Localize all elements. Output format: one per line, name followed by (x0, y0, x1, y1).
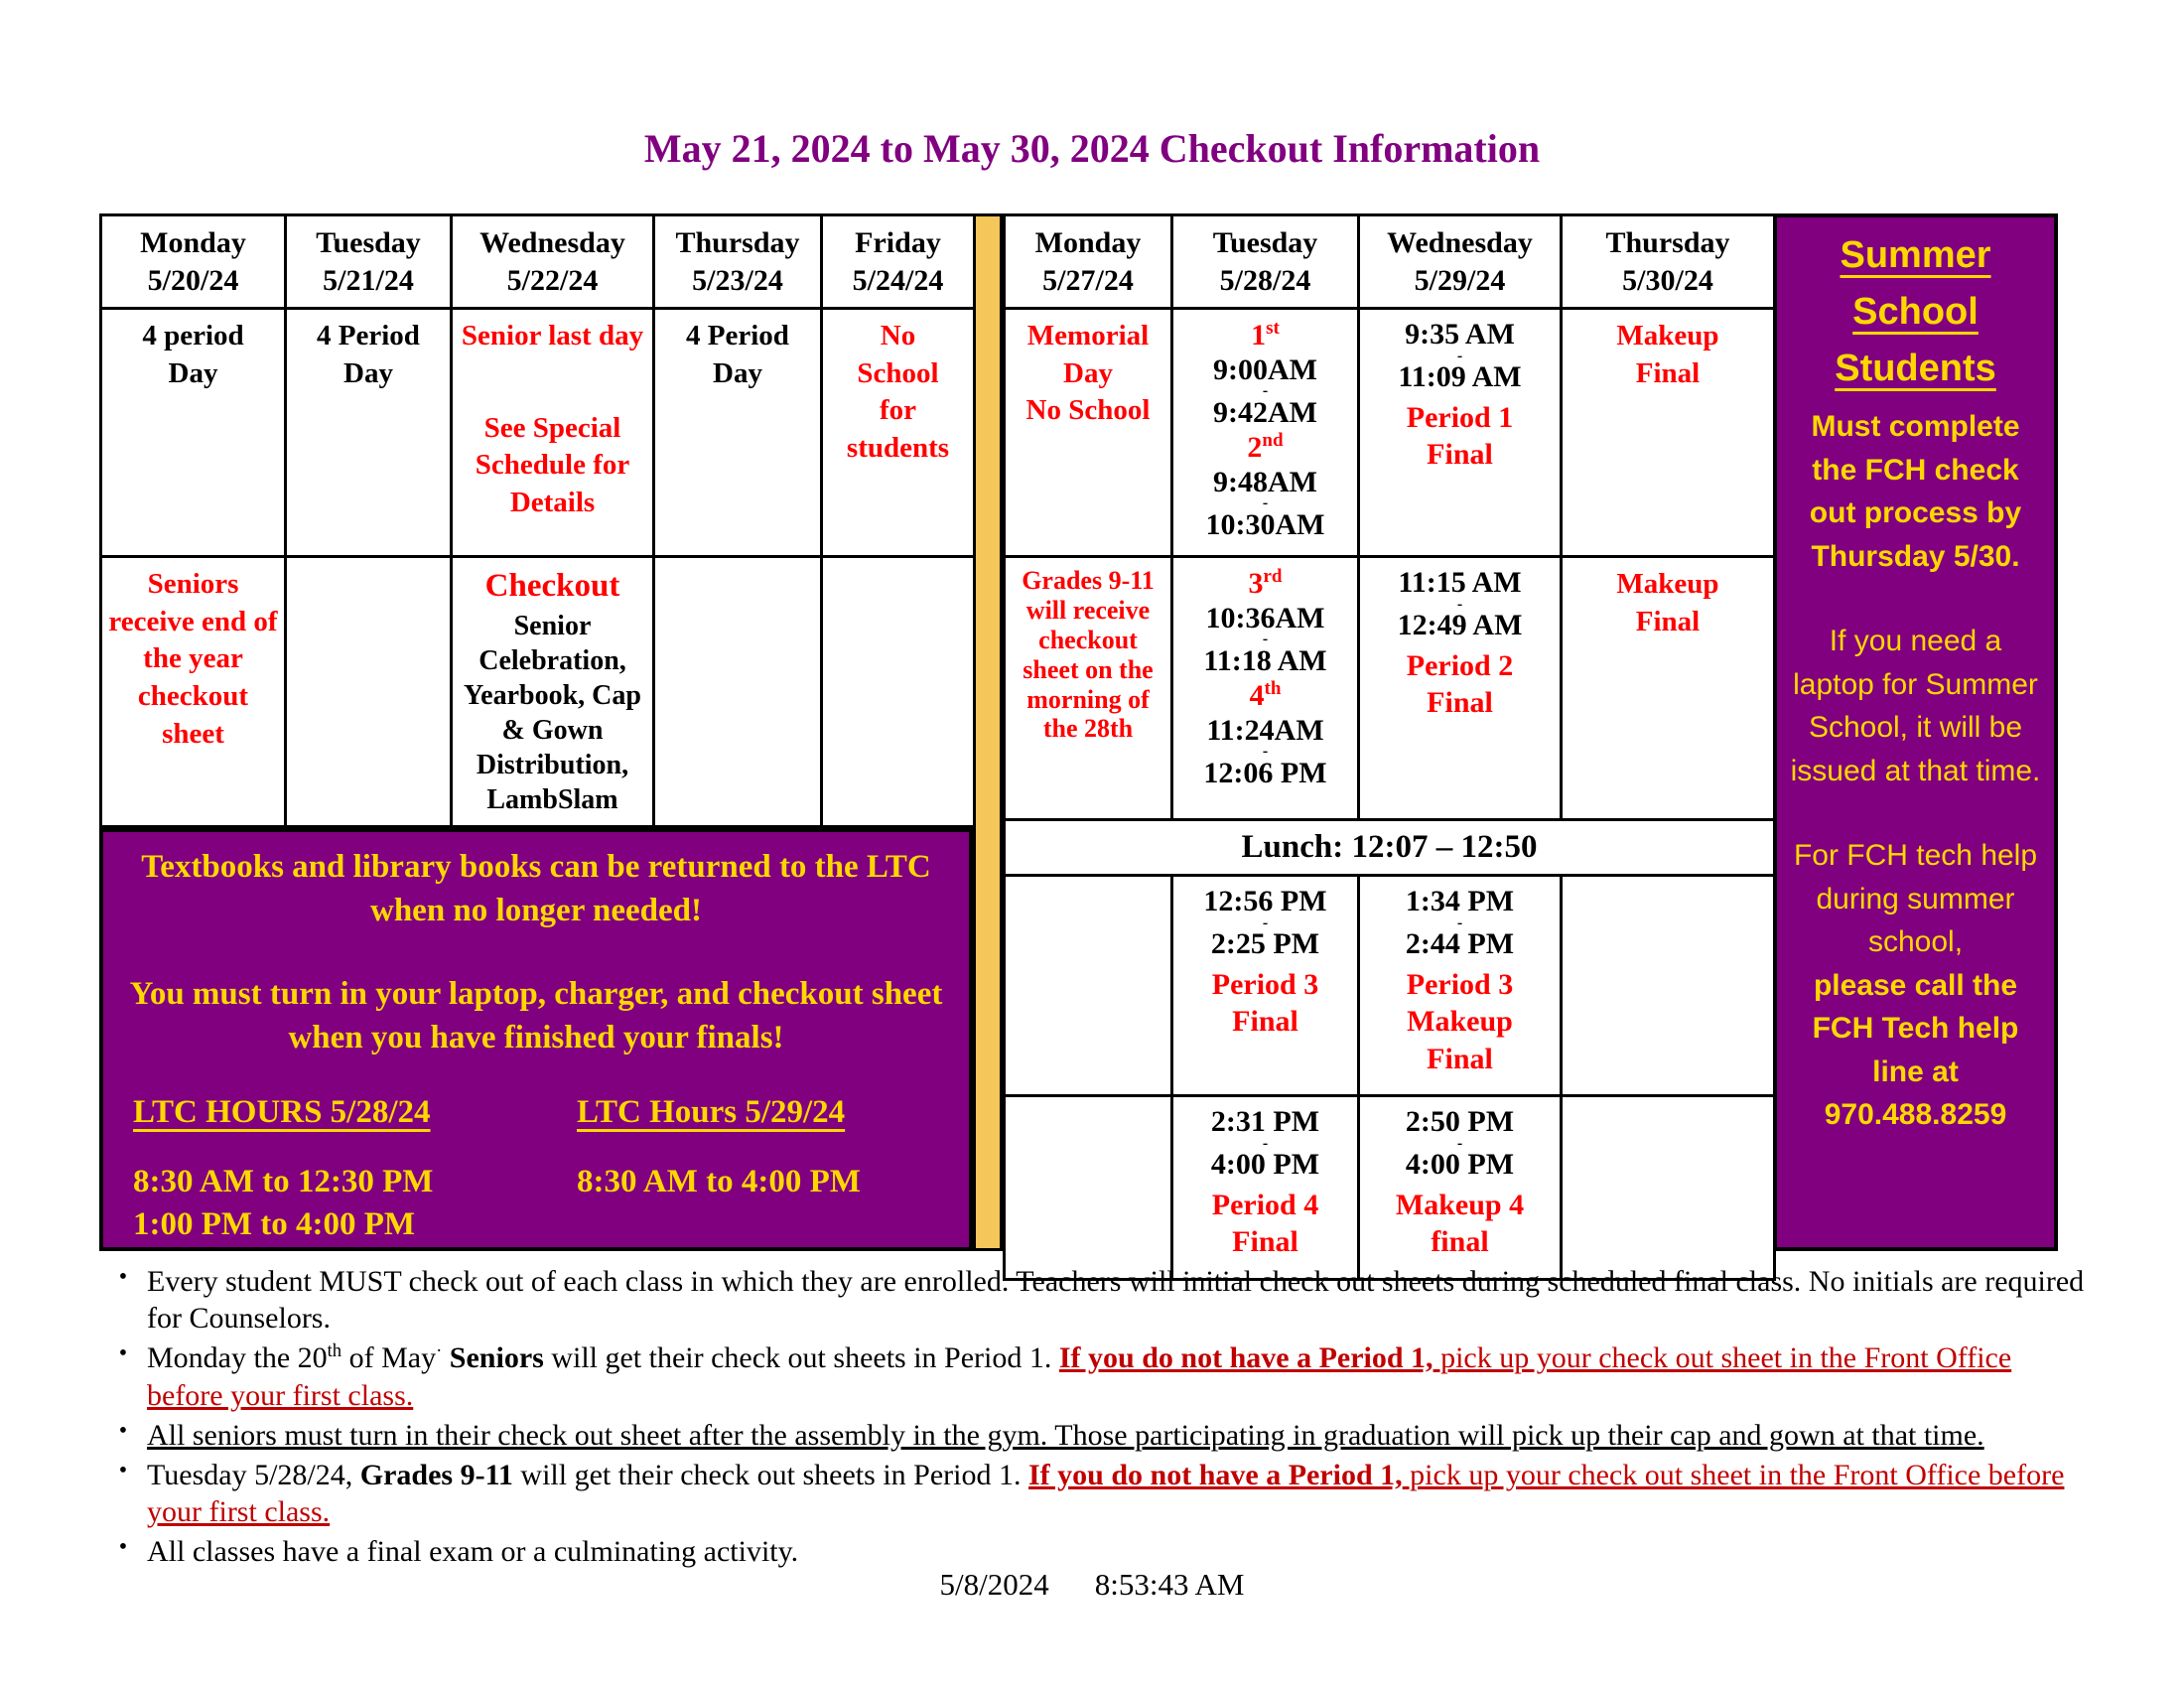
cell-period3-final: 12:56 PM - 2:25 PM Period 3 Final (1172, 876, 1359, 1096)
header-tuesday-528: Tuesday 5/28/24 (1172, 215, 1359, 309)
page-title: May 21, 2024 to May 30, 2024 Checkout Information (643, 126, 1541, 171)
sidebar-title-line3: Students (1835, 348, 1996, 389)
note-grades-9-11-checkout: Tuesday 5/28/24, Grades 9-11 will get their check out sheets in Period 1. If you do not have a Period 1, pick up your check out sheet in the Front Office before your first class. (147, 1458, 2065, 1529)
cell-period1-final: 9:35 AM - 11:09 AM Period 1 Final (1359, 309, 1562, 557)
sidebar-title-line1: Summer (1840, 234, 1991, 276)
list-item (99, 1457, 2090, 1530)
print-date: 5/8/2024 (939, 1567, 1049, 1602)
cell-thu-4period: 4 Period Day (654, 309, 822, 557)
ltc-hours-528-title: LTC HOURS 5/28/24 (133, 1093, 431, 1130)
cell-grades-9-11-note: Grades 9-11 will receive checkout sheet on the morning of the 28th (1005, 557, 1172, 820)
ltc-returns-note: Textbooks and library books can be returned to the LTC when no longer needed! (141, 849, 931, 929)
week1-column (99, 213, 973, 1251)
sidebar-laptop-note: If you need a laptop for Summer School, it will be issued at that time. (1790, 625, 2041, 787)
cell-period2-final: 11:15 AM - 12:49 AM Period 2 Final (1359, 557, 1562, 820)
cell-mon-seniors-checkout-sheet: Seniors receive end of the year checkout sheet (101, 557, 286, 827)
note-seniors-turn-in: All seniors must turn in their check out sheet after the assembly in the gym. Those participating in graduation will pick up their cap and gown at that time. (147, 1418, 1984, 1452)
list-item (99, 1417, 2090, 1454)
cell-makeup-final-r2: Makeup Final (1562, 557, 1775, 820)
print-timestamp (0, 1567, 2184, 1603)
cell-periods-3-4-times: 3rd 10:36AM - 11:18 AM 4th 11:24AM - 12:06 PM (1172, 557, 1359, 820)
note-seniors-checkout: Monday the 20th of May· Seniors will get their check out sheets in Period 1. If you do not have a Period 1, pick up your check out sheet in the Front Office before your first class. (147, 1340, 2012, 1412)
header-wednesday-522: Wednesday 5/22/24 (452, 215, 654, 309)
bullet-icon: • (118, 1417, 128, 1444)
cell-period4-final: 2:31 PM - 4:00 PM Period 4 Final (1172, 1096, 1359, 1280)
cell-periods-1-2-times: 1st 9:00AM - 9:42AM 2nd 9:48AM - 10:30AM (1172, 309, 1359, 557)
sidebar-title-line2: School (1852, 291, 1979, 333)
header-friday-524: Friday 5/24/24 (822, 215, 975, 309)
print-time: 8:53:43 AM (1094, 1567, 1245, 1602)
week2-row4 (1005, 1096, 1775, 1280)
list-item (99, 1533, 2090, 1570)
cell-tue-4period: 4 Period Day (286, 309, 452, 557)
cell-makeup4-final: 2:50 PM - 4:00 PM Makeup 4 final (1359, 1096, 1562, 1280)
week2-column (1003, 213, 1773, 1259)
list-item (99, 1339, 2090, 1413)
cell-thu-blank (654, 557, 822, 827)
week2-row3 (1005, 876, 1775, 1096)
sidebar-fch-checkout-note: Must complete the FCH check out process by Thursday 5/30. (1809, 410, 2022, 573)
week2-header-row (1005, 215, 1775, 309)
bullet-icon: • (118, 1457, 128, 1483)
checkout-table-week1 (99, 213, 976, 828)
sidebar-tech-help-note: For FCH tech help during summer school, (1793, 839, 2038, 958)
cell-fri-blank (822, 557, 975, 827)
lunch-times: Lunch: 12:07 – 12:50 (1005, 820, 1775, 876)
ltc-hours-529-title: LTC Hours 5/29/24 (577, 1093, 846, 1130)
cell-r3-mon-blank (1005, 876, 1172, 1096)
ltc-hours-528 (129, 1094, 577, 1246)
ltc-hours-528-times: 8:30 AM to 12:30 PM 1:00 PM to 4:00 PM (133, 1163, 434, 1242)
week2-row1 (1005, 309, 1775, 557)
gold-divider-strip (973, 213, 1003, 1251)
ltc-hours-529-times: 8:30 AM to 4:00 PM (577, 1163, 861, 1199)
header-monday-527: Monday 5/27/24 (1005, 215, 1172, 309)
note-final-exams: All classes have a final exam or a culminating activity. (147, 1535, 799, 1569)
cell-r3-thu-blank (1562, 876, 1775, 1096)
week1-row2 (101, 557, 975, 827)
bullet-icon: • (118, 1264, 128, 1290)
cell-tue-blank (286, 557, 452, 827)
main-layout (99, 213, 2058, 1259)
week2-row2 (1005, 557, 1775, 820)
header-wednesday-529: Wednesday 5/29/24 (1359, 215, 1562, 309)
week1-header-row (101, 215, 975, 309)
cell-fri-no-school: No School for students (822, 309, 975, 557)
ltc-hours-row (129, 1094, 943, 1246)
bullet-icon: • (118, 1534, 128, 1561)
note-every-student: Every student MUST check out of each class in which they are enrolled. Teachers will initial check out sheets during scheduled final class. No initials are required for Counselors. (147, 1265, 2085, 1336)
cell-makeup-final-r1: Makeup Final (1562, 309, 1775, 557)
cell-wed-senior-last-day: Senior last day See Special Schedule for Details (452, 309, 654, 557)
sidebar-tech-help-phone: please call the FCH Tech help line at 970.488.8259 (1812, 968, 2019, 1131)
cell-memorial-day: Memorial Day No School (1005, 309, 1172, 557)
header-tuesday-521: Tuesday 5/21/24 (286, 215, 452, 309)
lunch-row (1005, 820, 1775, 876)
header-thursday-523: Thursday 5/23/24 (654, 215, 822, 309)
cell-mon-4period: 4 period Day (101, 309, 286, 557)
summer-school-sidebar (1773, 213, 2058, 1251)
header-thursday-530: Thursday 5/30/24 (1562, 215, 1775, 309)
checkout-table-week2 (1003, 213, 1776, 1281)
list-item (99, 1263, 2090, 1336)
cell-period3-makeup-final: 1:34 PM - 2:44 PM Period 3 Makeup Final (1359, 876, 1562, 1096)
cell-r4-mon-blank (1005, 1096, 1172, 1280)
bullet-icon: • (118, 1340, 128, 1367)
cell-wed-checkout-events: Checkout Senior Celebration, Yearbook, Cap & Gown Distribution, LambSlam (452, 557, 654, 827)
ltc-hours-529 (577, 1094, 943, 1246)
laptop-turn-in-note: You must turn in your laptop, charger, and checkout sheet when you have finished your finals! (129, 976, 943, 1055)
week1-row1 (101, 309, 975, 557)
notes-list (99, 1263, 2090, 1574)
header-monday-520: Monday 5/20/24 (101, 215, 286, 309)
ltc-info-box (99, 828, 973, 1251)
cell-r4-thu-blank (1562, 1096, 1775, 1280)
